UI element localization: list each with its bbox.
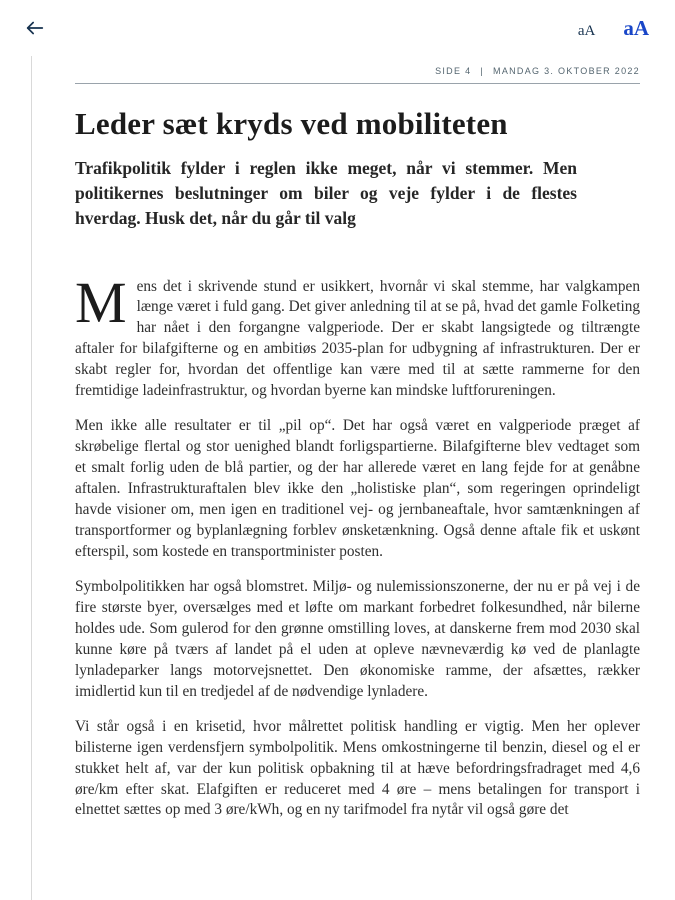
header-rule [75, 83, 640, 84]
page-number-label: SIDE 4 [435, 66, 472, 76]
back-arrow-icon [24, 17, 46, 39]
font-size-controls [576, 16, 651, 41]
font-size-increase-button[interactable]: aA [623, 15, 649, 40]
meta-separator: | [480, 66, 485, 76]
page-edge-divider [31, 56, 32, 900]
article-paragraph: Men ikke alle resultater er til „pil op“. Det har også været en valgperiode præget af skrøbelige flertal og stor uenighed blandt forligspartierne. Bilafgifterne blev vedtaget som et smalt forlig uden de blå partier, og der har allerede været en lang fejde for at genåbne aftalen. Infrastrukturaftalen blev ikke den „holistiske plan“, som regeringen oprindeligt havde visioner om, men igen en traditionel vej- og jernbaneaftale, hvor samtænkningen af transportformer og byplanlægning forblev ønsketænkning. Også denne aftale fik et uskønt efterspil, som kostede en transportminister posten. [75, 417, 640, 560]
date-label: MANDAG 3. OKTOBER 2022 [493, 66, 640, 76]
article-paragraph [75, 269, 640, 403]
article-paragraph: Symbolpolitikken har også blomstret. Miljø- og nulemissionszonerne, der nu er på vej i de fire største byer, oversælges med et løfte om markant forbedret folkesundhed, når bilerne holdes ude. Som gulerod for den grønne omstilling loves, at danskerne frem mod 2030 skal kunne køre på tværs af landet på el uden at opleve nævneværdig kø ved de planlagte lynladeparker langs motorvejsnettet. Den økonomiske ramme, der afsættes, rækker imidlertid kun til en tredjedel af de nødvendige lynladere. [75, 577, 640, 700]
article-standfirst: Trafikpolitik fylder i reglen ikke meget, når vi stemmer. Men politikernes beslutninger om biler og veje fylder i de flestes hverdag. Husk det, når du går til valg [75, 158, 577, 228]
page-meta [75, 56, 640, 76]
font-size-decrease-button[interactable]: aA [577, 22, 596, 39]
article-page [75, 56, 640, 821]
article-body [75, 269, 640, 822]
article-title: Leder sæt kryds ved mobiliteten [75, 106, 508, 141]
drop-cap: M [75, 269, 127, 335]
back-button[interactable] [20, 13, 50, 43]
toolbar [0, 0, 675, 56]
paragraph-text: ens det i skrivende stund er usikkert, hvornår vi skal stemme, har valgkampen længe været i fuld gang. Det giver anledning til at se på, hvad det gamle Folketing har nået i den forgangne valgperiode. Der er skabt langsigtede og tiltrængte aftaler for bilafgifterne og en ambitiøs 2035-plan for udbygning af infrastrukturen. Der er skabt regler for, hvordan det offentlige kan være med til at sætte rammerne for den fremtidige ladeinfrastruktur, og hvordan byerne kan mindske luftforureningen. [75, 277, 640, 400]
article-paragraph: Vi står også i en krisetid, hvor målrettet politisk handling er vigtig. Men her oplever bilisterne igen verdensfjern symbolpolitik. Mens omkostningerne til benzin, diesel og el er stukket helt af, var der kun politisk opbakning til at hæve befordringsfradraget med 4,6 øre/km efter skat. Elafgiften er reduceret med 4 øre – mens betalingen for transport i elnettet sættes op med 3 øre/kWh, og en ny tarifmodel fra nytår vil også gøre det [75, 717, 640, 819]
